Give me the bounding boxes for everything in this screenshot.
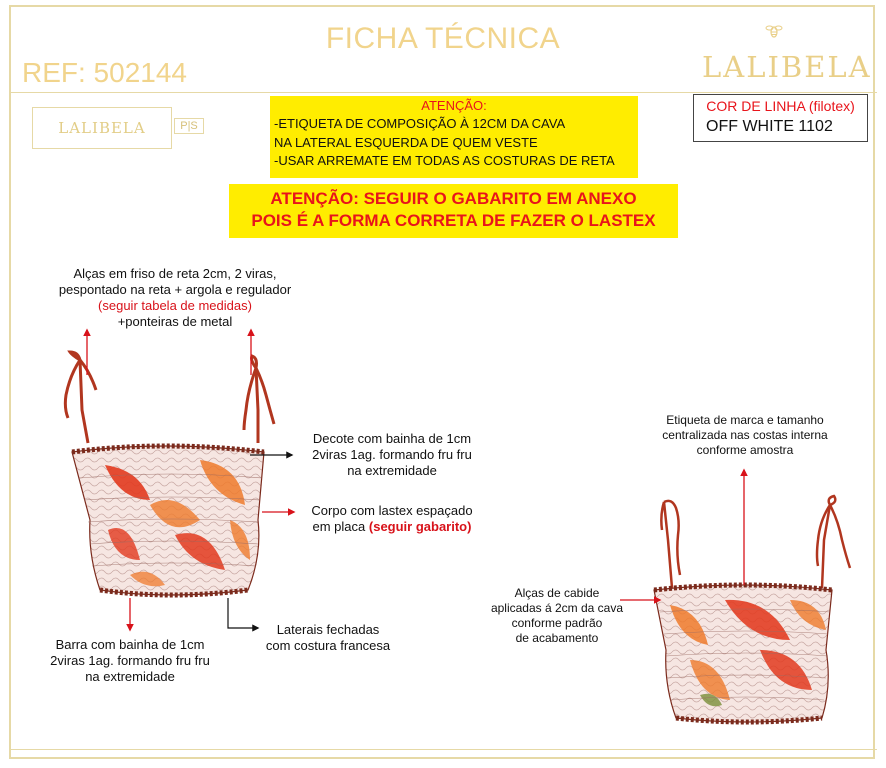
reference-number: REF: 502144 xyxy=(22,57,187,88)
template-warning-line: ATENÇÃO: SEGUIR O GABARITO EM ANEXO xyxy=(270,189,637,208)
page-title: FICHA TÉCNICA xyxy=(325,22,561,55)
body-note-template: (seguir gabarito) xyxy=(368,519,472,534)
hem-note xyxy=(22,637,238,685)
straps-note-line: +ponteiras de metal xyxy=(117,314,233,329)
label-note-line: Etiqueta de marca e tamanho xyxy=(666,413,824,427)
label-note-line: conforme amostra xyxy=(696,443,794,457)
neckline-note-line: na extremidade xyxy=(347,463,437,478)
hanger-note xyxy=(482,586,632,646)
label-note xyxy=(635,413,855,458)
attention-heading: ATENÇÃO: xyxy=(421,98,487,113)
straps-note-line: Alças em friso de reta 2cm, 2 viras, xyxy=(73,266,277,281)
back-left-strap xyxy=(661,501,680,588)
hanger-note-line: conforme padrão xyxy=(511,616,603,630)
hanger-note-line: de acabamento xyxy=(515,631,599,645)
hem-note-line: na extremidade xyxy=(85,669,175,684)
front-left-strap xyxy=(65,352,96,443)
front-right-strap xyxy=(244,356,274,443)
attention-line: -ETIQUETA DE COMPOSIÇÃO À 12CM DA CAVA xyxy=(274,116,566,131)
sides-note xyxy=(248,622,408,654)
thread-color-heading: COR DE LINHA (filotex) xyxy=(706,98,855,114)
hanger-note-line: Alças de cabide xyxy=(514,586,600,600)
body-note-prefix: em placa xyxy=(312,519,366,534)
back-right-strap xyxy=(817,496,850,588)
front-top-drawing xyxy=(65,352,274,595)
neckline-note xyxy=(292,431,492,479)
brand-logo: LALIBELA xyxy=(702,50,872,84)
straps-note-line: pespontado na reta + argola e regulador xyxy=(58,282,292,297)
body-note-line: Corpo com lastex espaçado xyxy=(311,503,473,518)
neckline-note-line: Decote com bainha de 1cm xyxy=(312,431,472,446)
straps-note-measurements: (seguir tabela de medidas) xyxy=(98,298,252,313)
hanger-note-line: aplicadas á 2cm da cava xyxy=(490,601,624,615)
neckline-note-line: 2viras 1ag. formando fru fru xyxy=(312,447,472,462)
size-label-tag: P|S xyxy=(174,118,204,134)
hem-note-line: Barra com bainha de 1cm xyxy=(55,637,205,652)
attention-line: -USAR ARREMATE EM TODAS AS COSTURAS DE RETA xyxy=(274,153,615,168)
sides-note-line: Laterais fechadas xyxy=(276,622,380,637)
brand-label-tag: LALIBELA xyxy=(32,107,172,149)
straps-note xyxy=(30,266,320,330)
attention-line: NA LATERAL ESQUERDA DE QUEM VESTE xyxy=(274,135,538,150)
body-note-line xyxy=(292,519,492,535)
thread-color-value: OFF WHITE 1102 xyxy=(706,118,833,135)
back-top-drawing xyxy=(654,496,850,722)
hem-note-line: 2viras 1ag. formando fru fru xyxy=(50,653,210,668)
template-warning-line: POIS É A FORMA CORRETA DE FAZER O LASTEX xyxy=(251,211,656,230)
body-note xyxy=(292,503,492,535)
sides-note-line: com costura francesa xyxy=(265,638,391,653)
label-note-line: centralizada nas costas interna xyxy=(662,428,828,442)
